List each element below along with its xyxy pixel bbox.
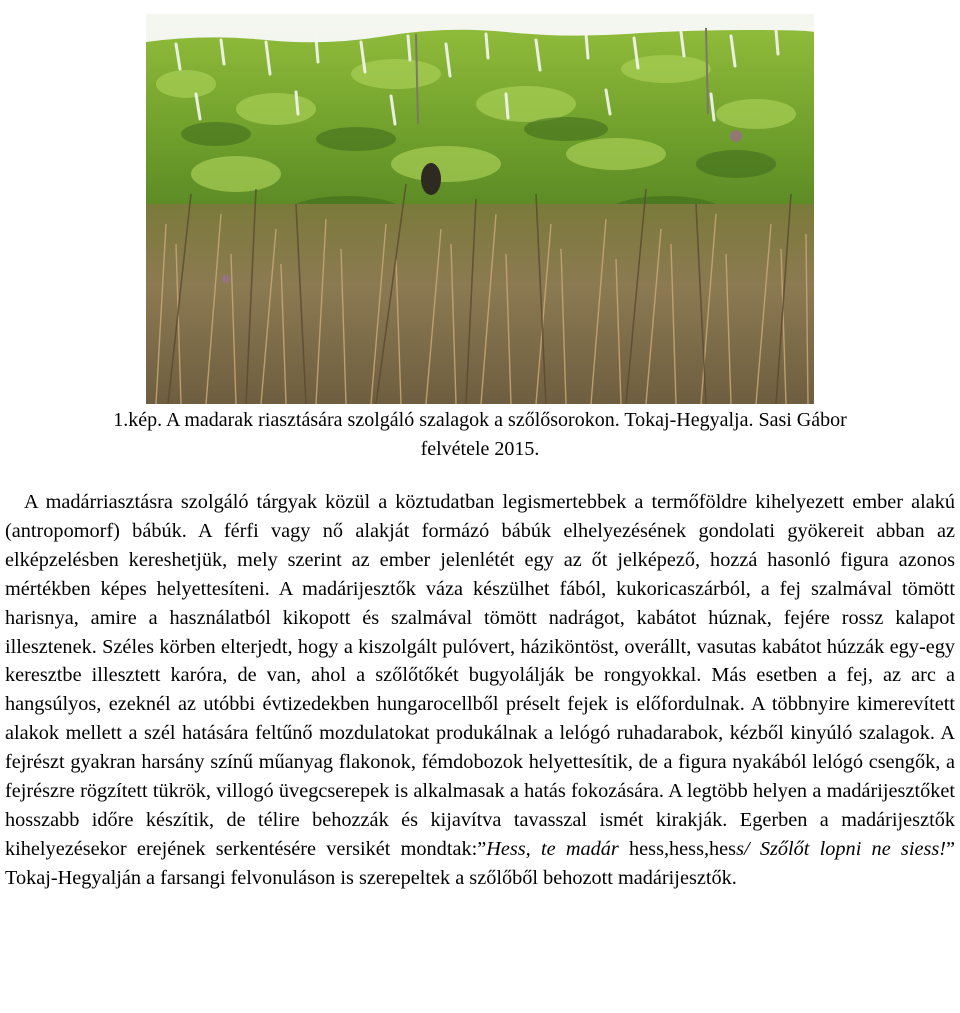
caption-line-2: felvétele 2015. [420,438,540,460]
verse-mid: hess,hess,hes [618,837,737,860]
caption-line-1: 1.kép. A madarak riasztására szolgáló szalagok a szőlősorokon. Tokaj-Hegyalja. Sasi Gábor [113,409,847,431]
paragraph-part-1: A madárriasztásra szolgáló tárgyak közül a köztudatban legismertebbek a termőföldre kihelyezett ember alakú (antropomorf) bábúk. A férfi vagy nő alakját formázó bábúk elhelyezésének gondolati gyökereit abban az elképzelésben kereshetjük, mely szerint az ember jelenlétét egy az őt jelképező, hozzá hasonló figura azonos mértékben képes helyettesíteni. A madárijesztők váza készülhet fából, kukoricaszárból, a fej szalmával tömött harisnya, amire a használatból kikopott és szalmával tömött nadrágot, kabátot húznak, fejére rossz kalapot illesztenek. Széles körben elterjedt, hogy a kiszolgált pulóvert, háziköntöst, overállt, vasutas kabátot húzzák egy-egy keresztbe illesztett karóra, de van, ahol a szőlőtőkét bugyolálják be rongyokkal. Más esetben a fej, az arc a hangsúlyos, ezeknél az utóbbi évtizedekben hungarocellből préselt fejek is előfordulnak. A többnyire kimerevített alakok mellett a szél hatására feltűnő mozdulatokat produkálnak a lelógó ruhadarabok, kézből kinyúló szalagok. A fejrészt gyakran harsány színű műanyag flakonok, fémdobozok helyettesítik, de a figura nyakából lelógó csengők, a fejrészre rögzített tükrök, villogó üvegcserepek is alkalmasak a hatás fokozására. A legtöbb helyen a madárijesztőket hosszabb időre készítik, de télire behozzák és kijavítva tavasszal ismét kirakják. Egerben a madárijesztők kihelyezésekor erejének serkentésére versikét mondtak:” [5,491,955,860]
figure-caption [0,406,960,464]
article-paragraph [5,488,955,893]
vineyard-photo [146,14,814,404]
vineyard-photo-graphic [146,14,814,404]
verse-italic-b: s/ Szőlőt lopni ne siess! [736,837,946,860]
paragraph-part-2: ” Tokaj-Hegyalján a farsangi felvonuláson is szerepeltek a szőlőből behozott madárijesztők. [5,837,956,889]
verse-italic-a: Hess, te madár [486,837,619,860]
